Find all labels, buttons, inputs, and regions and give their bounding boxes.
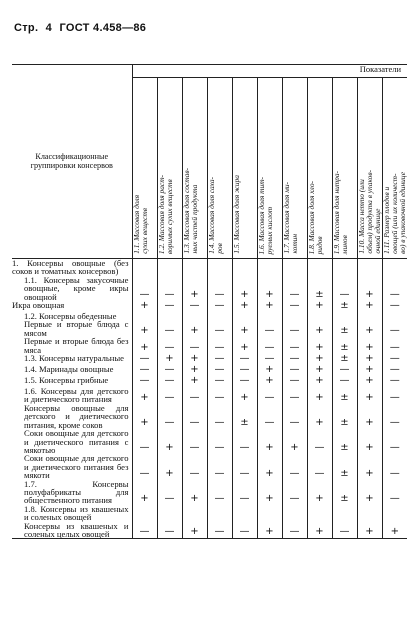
indicator-mark: + [182, 480, 207, 505]
indicator-mark: — [207, 354, 232, 365]
indicator-mark [132, 312, 157, 320]
row-name: Соки овощные для детского и диетического питания без мякоти [12, 454, 132, 479]
indicator-mark: — [282, 522, 307, 539]
standard-code: ГОСТ 4.458—86 [59, 22, 147, 34]
indicator-column-label: 1.7. Массовая доля ми- котин [281, 182, 299, 254]
indicator-mark: — [382, 301, 407, 312]
indicator-mark: — [182, 387, 207, 404]
indicator-mark: + [140, 325, 149, 337]
indicator-mark [132, 505, 157, 522]
indicator-mark: — [257, 320, 282, 337]
indicator-mark: ± [332, 404, 357, 429]
indicator-mark: — [207, 454, 232, 479]
indicator-mark: + [307, 301, 332, 312]
indicator-mark [232, 312, 257, 320]
row-name: 1.3. Консервы натуральные [12, 354, 132, 365]
indicator-mark: + [157, 429, 182, 454]
indicator-mark: — [157, 522, 182, 539]
indicator-mark: + [282, 429, 307, 454]
indicator-mark: + [357, 522, 382, 539]
indicator-mark: — [282, 337, 307, 354]
indicators-table [12, 64, 407, 539]
indicator-mark: — [332, 365, 357, 376]
indicator-mark: — [282, 276, 307, 301]
indicator-column-header [357, 78, 382, 259]
indicator-mark: ± [332, 387, 357, 404]
indicator-mark: — [182, 404, 207, 429]
table-row [12, 276, 407, 301]
indicator-mark: — [257, 404, 282, 429]
indicator-mark: — [307, 454, 332, 479]
indicator-mark [332, 505, 357, 522]
indicator-mark: + [307, 387, 332, 404]
table-row [12, 505, 407, 522]
row-name: Первые и вторые блюда без мяса [12, 337, 132, 354]
indicator-mark: + [307, 404, 332, 429]
indicator-mark: + [307, 320, 332, 337]
indicator-mark: — [257, 354, 282, 365]
indicator-mark: ± [332, 337, 357, 354]
indicator-mark: — [132, 522, 157, 539]
indicator-mark: — [282, 387, 307, 404]
indicator-mark: — [182, 454, 207, 479]
indicator-mark: + [140, 300, 149, 312]
indicator-mark: + [307, 365, 332, 376]
indicator-mark: ± [332, 354, 357, 365]
indicator-mark: — [382, 320, 407, 337]
indicator-mark: + [257, 301, 282, 312]
indicator-mark [257, 259, 282, 276]
indicator-mark: — [382, 387, 407, 404]
indicator-mark: — [382, 276, 407, 301]
indicator-mark [182, 505, 207, 522]
indicator-mark: + [357, 276, 382, 301]
indicator-mark [132, 259, 157, 276]
indicator-mark: + [257, 365, 282, 376]
indicator-mark [382, 312, 407, 320]
indicator-mark: — [207, 320, 232, 337]
indicator-mark: — [157, 480, 182, 505]
indicator-mark: — [139, 353, 150, 365]
indicator-mark: — [382, 365, 407, 376]
indicator-mark [332, 259, 357, 276]
page-number: 4 [45, 22, 53, 34]
indicator-column-header [207, 78, 232, 259]
indicator-mark: — [232, 365, 257, 376]
indicator-mark [357, 259, 382, 276]
indicator-mark: — [282, 404, 307, 429]
indicator-column-header [157, 78, 182, 259]
indicator-column-label: 1.10. Масса нетто (или объем) продукта в упаков- очной единице [356, 170, 382, 254]
indicator-mark: + [357, 480, 382, 505]
indicator-mark: — [382, 337, 407, 354]
indicator-mark [332, 312, 357, 320]
indicator-mark: — [157, 404, 182, 429]
indicator-mark: — [282, 376, 307, 387]
table-row [12, 404, 407, 429]
row-name: 1.7. Консервы полуфабрикаты для общественного питания [12, 480, 132, 505]
indicator-mark: — [232, 354, 257, 365]
indicator-mark: + [357, 454, 382, 479]
table-row [12, 259, 407, 276]
indicator-mark: + [357, 429, 382, 454]
indicator-mark: + [232, 387, 257, 404]
indicator-mark: — [382, 376, 407, 387]
indicator-mark: — [232, 429, 257, 454]
page-label: Стр. [14, 22, 39, 34]
page-header [14, 22, 150, 34]
indicator-column-label: 1.4. Массовая доля саха- ров [206, 177, 224, 254]
indicator-mark [257, 505, 282, 522]
indicator-mark: + [257, 480, 282, 505]
indicator-mark: — [282, 454, 307, 479]
indicator-column-label: 1.11. Размер плодов и овощей (или их количест- во) в упаковочной единице [381, 172, 407, 254]
row-name: Консервы овощные для детского и диетического питания, кроме соков [12, 404, 132, 429]
indicator-mark [307, 312, 332, 320]
indicator-mark: — [382, 454, 407, 479]
row-name: 1.6. Консервы для детского и диетического питания [12, 387, 132, 404]
row-name: Икра овощная [12, 301, 132, 312]
indicator-column-header [257, 78, 282, 259]
indicator-mark: + [307, 337, 332, 354]
indicator-mark: — [232, 522, 257, 539]
table-row [12, 387, 407, 404]
indicator-mark: — [157, 376, 182, 387]
table-row [12, 454, 407, 479]
row-name: 1.4. Маринады овощные [12, 365, 132, 376]
indicator-mark: — [139, 289, 150, 301]
indicator-mark: ± [332, 480, 357, 505]
indicator-mark: + [182, 276, 207, 301]
indicator-mark: + [182, 320, 207, 337]
indicator-mark: + [357, 365, 382, 376]
indicator-mark: — [282, 301, 307, 312]
indicator-mark: + [182, 376, 207, 387]
indicator-column-header [332, 78, 357, 259]
indicator-mark: — [207, 404, 232, 429]
indicator-mark: + [182, 365, 207, 376]
indicator-mark: + [357, 301, 382, 312]
indicator-mark: + [140, 391, 149, 403]
indicator-mark: + [357, 320, 382, 337]
indicator-column-label: 1.1. Массовая доля сухих веществ [131, 195, 149, 254]
indicator-mark: — [332, 376, 357, 387]
indicator-mark: — [232, 480, 257, 505]
indicators-header: Показатели [132, 65, 407, 78]
indicator-mark [307, 259, 332, 276]
indicator-mark: + [357, 354, 382, 365]
indicator-mark [157, 312, 182, 320]
indicator-mark [157, 259, 182, 276]
indicator-mark: — [182, 337, 207, 354]
indicator-mark: — [382, 404, 407, 429]
indicator-mark: + [140, 492, 149, 504]
indicator-mark: — [282, 480, 307, 505]
indicator-mark: — [207, 480, 232, 505]
indicator-mark: + [357, 387, 382, 404]
indicator-column-header [282, 78, 307, 259]
table-row [12, 320, 407, 337]
indicator-column-header [182, 78, 207, 259]
indicator-mark: — [207, 387, 232, 404]
row-name: Первые и вторые блюда с мясом [12, 320, 132, 337]
table-row [12, 480, 407, 505]
indicator-mark: — [282, 320, 307, 337]
row-name: 1.5. Консервы грибные [12, 376, 132, 387]
indicator-mark [232, 259, 257, 276]
indicator-mark: — [207, 429, 232, 454]
row-name: Соки овощные для детского и диетического питания с мякотью [12, 429, 132, 454]
indicator-column-label: 1.2. Массовая доля раст- воримых сухих веществ [156, 174, 174, 254]
indicator-mark: + [257, 429, 282, 454]
indicator-mark: — [157, 276, 182, 301]
indicator-mark: + [307, 354, 332, 365]
indicator-mark: + [232, 337, 257, 354]
indicator-mark: + [157, 354, 182, 365]
indicator-mark: — [157, 365, 182, 376]
table-row [12, 522, 407, 539]
row-name: 1.1. Консервы закусочные овощные, кроме икры овощной [12, 276, 132, 301]
indicator-mark: — [157, 320, 182, 337]
indicator-mark [382, 505, 407, 522]
indicator-mark: + [140, 417, 149, 429]
row-name: 1.8. Консервы из квашеных и соленых овощей [12, 505, 132, 522]
indicator-mark [282, 505, 307, 522]
indicator-mark: + [257, 522, 282, 539]
indicator-mark [257, 312, 282, 320]
indicator-mark [157, 505, 182, 522]
indicator-mark [182, 312, 207, 320]
indicator-mark: + [257, 454, 282, 479]
indicator-mark [357, 312, 382, 320]
indicator-column-header [382, 78, 407, 259]
indicator-mark: + [357, 376, 382, 387]
indicator-column-label: 1.5. Массовая доля жира [231, 175, 241, 254]
indicator-mark: + [307, 376, 332, 387]
table-row [12, 337, 407, 354]
indicator-mark [282, 259, 307, 276]
indicator-column-label: 1.3. Массовая доля состав- ных частей продукта [181, 168, 199, 254]
indicator-mark: — [207, 337, 232, 354]
indicator-mark: — [257, 387, 282, 404]
indicator-mark: — [382, 354, 407, 365]
indicator-mark: + [357, 404, 382, 429]
indicator-mark: + [232, 276, 257, 301]
indicator-mark: + [257, 376, 282, 387]
indicator-mark: + [382, 522, 407, 539]
indicator-mark: — [332, 522, 357, 539]
indicator-mark: + [307, 480, 332, 505]
indicator-column-header [307, 78, 332, 259]
indicator-mark [282, 312, 307, 320]
indicator-mark: — [182, 301, 207, 312]
indicator-mark: — [157, 337, 182, 354]
indicator-mark [357, 505, 382, 522]
indicator-mark: — [307, 429, 332, 454]
row-name: 1.2. Консервы обеденные [12, 312, 132, 320]
indicator-mark [207, 259, 232, 276]
indicator-mark: — [232, 454, 257, 479]
indicator-mark: — [382, 480, 407, 505]
indicator-column-header [132, 78, 157, 259]
indicator-mark: — [139, 364, 150, 376]
indicator-mark: + [307, 522, 332, 539]
indicator-mark: ± [332, 454, 357, 479]
indicator-mark: + [182, 354, 207, 365]
indicator-column-label: 1.9. Массовая доля нитра- минов [331, 170, 349, 254]
indicator-mark: — [207, 522, 232, 539]
indicator-mark: + [232, 301, 257, 312]
indicator-mark: — [139, 442, 150, 454]
indicator-mark: — [182, 429, 207, 454]
indicator-mark [207, 505, 232, 522]
indicator-column-label: 1.6. Массовая доля тит- руемых кислот [256, 176, 274, 254]
indicator-mark: — [232, 376, 257, 387]
row-name: Консервы из квашеных и соленых целых овощей [12, 522, 132, 539]
indicator-mark: ± [332, 429, 357, 454]
indicator-mark: ± [332, 320, 357, 337]
indicator-mark: ± [332, 301, 357, 312]
indicator-mark: — [157, 387, 182, 404]
indicator-mark [207, 312, 232, 320]
table-row [12, 429, 407, 454]
indicator-mark [382, 259, 407, 276]
indicator-mark: — [207, 365, 232, 376]
indicator-mark: + [232, 320, 257, 337]
indicator-mark: — [207, 276, 232, 301]
indicator-mark: — [157, 301, 182, 312]
indicator-mark: ± [307, 276, 332, 301]
indicator-mark: + [182, 522, 207, 539]
indicator-mark: — [282, 365, 307, 376]
indicator-mark [182, 259, 207, 276]
indicator-mark: — [382, 429, 407, 454]
row-name: 1. Консервы овощные (без соков и томатных консервов) [12, 259, 132, 276]
indicator-mark: + [140, 342, 149, 354]
indicator-mark: — [282, 354, 307, 365]
indicator-mark: — [139, 467, 150, 479]
indicator-mark [232, 505, 257, 522]
indicator-mark: + [357, 337, 382, 354]
indicator-mark: — [257, 337, 282, 354]
indicator-mark: + [257, 276, 282, 301]
indicator-column-label: 1.8. Массовая доля хло- ридов [306, 180, 324, 254]
indicator-mark: + [157, 454, 182, 479]
indicator-mark: — [207, 376, 232, 387]
indicator-mark: — [207, 301, 232, 312]
indicator-mark: — [139, 375, 150, 387]
indicator-mark [307, 505, 332, 522]
group-column-header: Классификационные группировки консервов [12, 65, 132, 259]
indicator-column-header [232, 78, 257, 259]
indicator-mark: — [332, 276, 357, 301]
indicator-mark: ± [232, 404, 257, 429]
